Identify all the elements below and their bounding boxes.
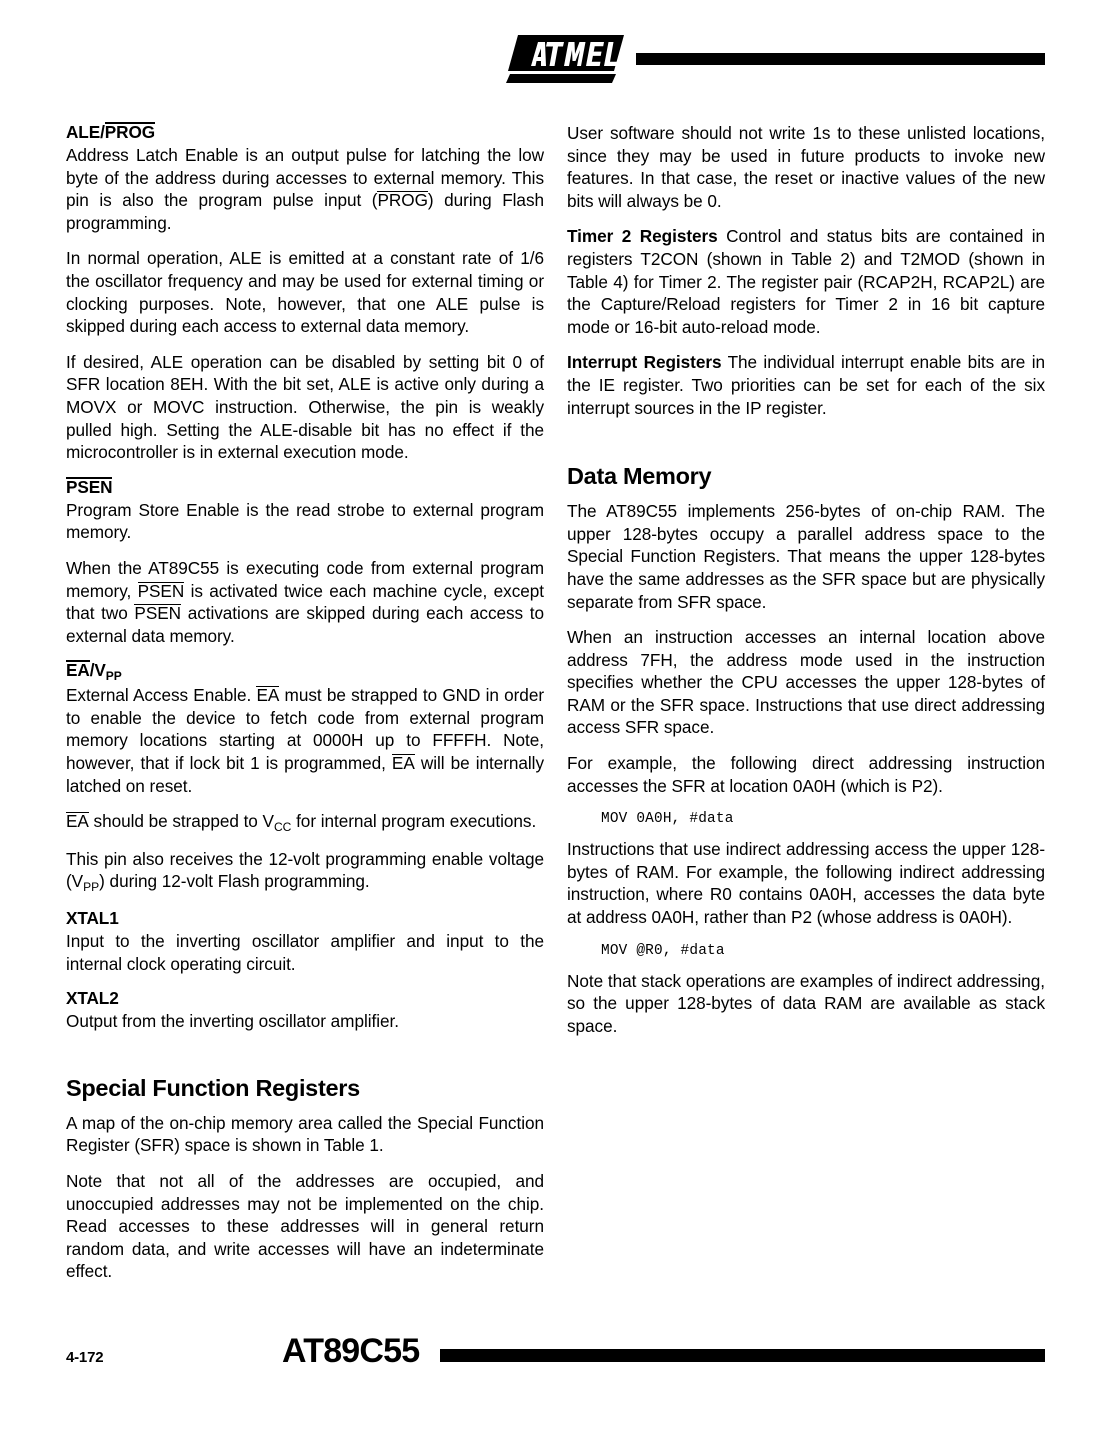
xtal2-desc: Output from the inverting oscillator amplifier. — [66, 1011, 399, 1032]
overlined-signal-name: PSEN — [137, 580, 185, 601]
footer-page-number: 4-172 — [66, 1349, 104, 1366]
ale-prog-desc-3: If desired, ALE operation can be disabled by setting bit 0 of SFR location 8EH. With the bit set, ALE is active only during a MOVX or MOVC instruction. Otherwise, the pin is weakly pulled high. Setting the ALE-disable bit has no effect if the microcontroller is in external execution mode. — [66, 351, 544, 463]
footer-part-number: AT89C55 — [282, 1332, 420, 1370]
stack-operations-desc: Note that stack operations are examples of indirect addressing, so the upper 128-bytes of data RAM are available as stack space. — [567, 970, 1045, 1036]
pin-heading-ea-vpp: $EA/V_{PP}$ — [66, 660, 122, 683]
run-in-heading: Interrupt Registers — [567, 352, 722, 373]
code-direct-addressing: MOV 0A0H, #data — [601, 811, 734, 828]
section-heading-special-function-registers: Special Function Registers — [66, 1074, 360, 1101]
overlined-signal-name: PROG — [104, 122, 155, 142]
right-column — [567, 122, 1045, 1037]
section-heading-data-memory: Data Memory — [567, 463, 712, 490]
section-spacer — [567, 432, 1045, 462]
pin-heading-psen — [66, 477, 544, 498]
overlined-signal-name: EA — [256, 685, 280, 706]
overlined-signal-name: PSEN — [134, 603, 182, 624]
code-indirect-addressing: MOV @R0, #data — [601, 942, 725, 959]
pin-heading-xtal2: XTAL2 — [66, 988, 119, 1009]
page-footer — [0, 1330, 1105, 1380]
header-rule — [636, 53, 1045, 65]
psen-desc-2: When the AT89C55 is executing code from external program memory, PSEN is activated twice each machine cycle, except that two PSEN activations are skipped during each access to external data memory. — [66, 557, 544, 646]
pin-heading-ale-prog: ALE/PROG — [66, 122, 155, 142]
timer2-registers-desc: Timer 2 Registers Control and status bits are contained in registers T2CON (shown in Table 2) and T2MOD (shown in Table 4) for Timer 2. The register pair (RCAP2H, RCAP2L) are the Capture/Reload registers for Timer 2 in 16 bit capture mode or 16-bit auto-reload mode. — [567, 226, 1045, 337]
footer-rule — [440, 1349, 1045, 1362]
overlined-signal-name: PROG — [377, 190, 428, 211]
ea-desc-3: This pin also receives the 12-volt programming enable voltage $(V_{PP})$ during 12-volt Flash programming. — [66, 848, 544, 894]
sfr-desc-1: A map of the on-chip memory area called the Special Function Register (SFR) space is shown in Table 1. — [66, 1112, 544, 1156]
atmel-logo-icon — [498, 33, 630, 85]
psen-desc-1: Program Store Enable is the read strobe to external program memory. — [66, 499, 544, 543]
xtal1-desc: Input to the inverting oscillator amplifier and input to the internal clock operating circuit. — [66, 931, 544, 974]
subscript-text: PP — [83, 879, 100, 894]
pin-heading-xtal1: XTAL1 — [66, 908, 119, 929]
subscript-text: PP — [105, 668, 122, 683]
section-spacer — [66, 1046, 544, 1074]
run-in-heading: Timer 2 Registers — [567, 226, 718, 247]
overlined-signal-name: EA — [66, 660, 90, 681]
unlisted-locations-desc: User software should not write 1s to these unlisted locations, since they may be used in future products to invoke new features. In that case, the reset or inactive values of the new bits will always be 0. — [567, 123, 1045, 211]
overlined-signal-name: EA — [391, 753, 415, 774]
ale-prog-desc-2: In normal operation, ALE is emitted at a constant rate of 1/6 the oscillator frequency and may be used for external timing or clocking purposes. Note, however, that one ALE pulse is skipped during each access to external data memory. — [66, 248, 544, 337]
page-header — [0, 0, 1105, 100]
overlined-signal-name: EA — [66, 811, 89, 832]
subscript-text: CC — [273, 819, 292, 834]
interrupt-registers-desc: Interrupt Registers The individual interrupt enable bits are in the IE register. Two priorities can be set for each of the six interrupt sources in the IP register. — [567, 352, 1045, 418]
data-memory-desc-2: When an instruction accesses an internal location above address 7FH, the address mode used in the instruction specifies whether the CPU accesses the upper 128-bytes of RAM or the SFR space. Instructions that use direct addressing access SFR space. — [567, 627, 1045, 738]
ale-prog-desc-1: Address Latch Enable is an output pulse for latching the low byte of the address during accesses to external memory. This pin is also the program pulse input (PROG) during Flash programming. — [66, 145, 544, 233]
indirect-addressing-desc: Instructions that use indirect addressing access the upper 128-bytes of RAM. For example, the following indirect addressing instruction, where R0 contains 0A0H, accesses the data byte at address 0A0H, rather than P2 (whose address is 0A0H). — [567, 839, 1045, 928]
ea-desc-2: EA should be strapped to $V_{CC}$ for internal program executions. — [66, 811, 537, 834]
left-column — [66, 122, 544, 1283]
ea-desc-1: External Access Enable. EA must be strapped to GND in order to enable the device to fetch code from external program memory locations starting at 0000H up to FFFFH. Note, however, that if lock bit 1 is programmed, EA will be internally latched on reset. — [66, 685, 544, 796]
data-memory-desc-1: The AT89C55 implements 256-bytes of on-chip RAM. The upper 128-bytes occupy a parallel address space to the Special Function Registers. That means the upper 128-bytes have the same addresses as the SFR space but are physically separate from SFR space. — [567, 501, 1045, 612]
sfr-desc-2: Note that not all of the addresses are occupied, and unoccupied addresses may not be implemented on the chip. Read accesses to these addresses will in general return random data, and write accesses will have an indeterminate effect. — [66, 1171, 544, 1282]
overlined-signal-name: PSEN — [66, 476, 113, 497]
direct-addressing-example-desc: For example, the following direct addressing instruction accesses the SFR at location 0A0H (which is P2). — [567, 753, 1045, 796]
